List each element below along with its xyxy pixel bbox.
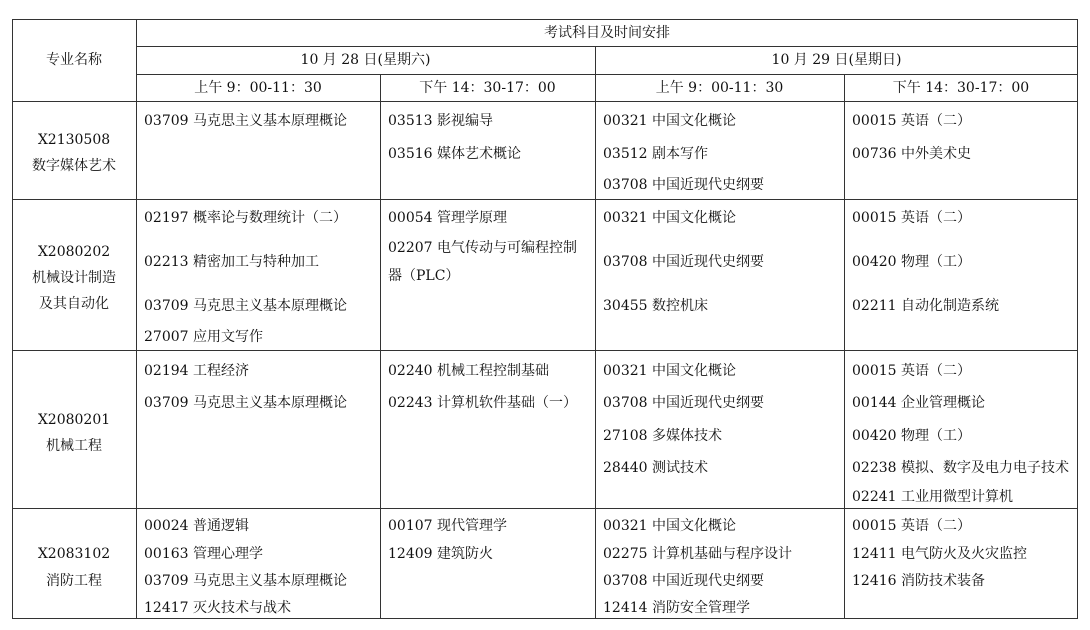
course-entry: 00420 物理（工） xyxy=(852,428,971,444)
course-entry: 02194 工程经济 xyxy=(144,363,249,379)
course-entry: 02211 自动化制造系统 xyxy=(852,298,999,314)
schedule-title: 考试科目及时间安排 xyxy=(544,25,670,41)
major-code: X2130508 xyxy=(37,132,111,148)
major-name: 消防工程 xyxy=(46,573,102,589)
rule xyxy=(380,74,381,619)
course-entry: 00736 中外美术史 xyxy=(852,146,971,162)
rule xyxy=(136,19,137,619)
course-entry: 器（PLC） xyxy=(388,268,460,284)
day1-header: 10 月 28 日(星期六) xyxy=(300,52,431,68)
day2-header: 10 月 29 日(星期日) xyxy=(771,52,902,68)
course-entry: 00144 企业管理概论 xyxy=(852,395,985,411)
course-entry: 00163 管理心理学 xyxy=(144,546,263,562)
rule xyxy=(12,199,1078,200)
course-entry: 02240 机械工程控制基础 xyxy=(388,363,549,379)
rule xyxy=(136,74,1078,75)
course-entry: 27108 多媒体技术 xyxy=(603,428,722,444)
major-name: 机械设计制造 xyxy=(32,270,116,286)
course-entry: 00321 中国文化概论 xyxy=(603,363,736,379)
course-entry: 02207 电气传动与可编程控制 xyxy=(388,240,577,256)
course-entry: 00054 管理学原理 xyxy=(388,210,507,226)
course-entry: 27007 应用文写作 xyxy=(144,329,263,345)
table-border-left xyxy=(12,19,13,619)
rule xyxy=(136,46,1078,47)
course-entry: 00420 物理（工） xyxy=(852,254,971,270)
course-entry: 12414 消防安全管理学 xyxy=(603,600,750,616)
rule xyxy=(12,101,1078,102)
course-entry: 28440 测试技术 xyxy=(603,460,708,476)
course-entry: 12416 消防技术装备 xyxy=(852,573,985,589)
course-entry: 03512 剧本写作 xyxy=(603,146,708,162)
course-entry: 03708 中国近现代史纲要 xyxy=(603,254,764,270)
major-code: X2080201 xyxy=(37,412,111,428)
major-code: X2080202 xyxy=(37,244,111,260)
course-entry: 00321 中国文化概论 xyxy=(603,518,736,534)
course-entry: 03708 中国近现代史纲要 xyxy=(603,177,764,193)
course-entry: 02243 计算机软件基础（一） xyxy=(388,395,577,411)
table-border-top xyxy=(12,19,1078,20)
major-name: 机械工程 xyxy=(46,438,102,454)
course-entry: 00015 英语（二） xyxy=(852,363,971,379)
course-entry: 00107 现代管理学 xyxy=(388,518,507,534)
major-name-header: 专业名称 xyxy=(46,52,102,68)
course-entry: 12411 电气防火及火灾监控 xyxy=(852,546,1027,562)
course-entry: 12409 建筑防火 xyxy=(388,546,493,562)
course-entry: 00015 英语（二） xyxy=(852,210,971,226)
course-entry: 03709 马克思主义基本原理概论 xyxy=(144,298,347,314)
course-entry: 30455 数控机床 xyxy=(603,298,708,314)
course-entry: 00024 普通逻辑 xyxy=(144,518,249,534)
course-entry: 00321 中国文化概论 xyxy=(603,210,736,226)
major-code: X2083102 xyxy=(37,546,111,562)
rule xyxy=(595,46,596,619)
rule xyxy=(844,74,845,619)
course-entry: 03516 媒体艺术概论 xyxy=(388,146,521,162)
course-entry: 02275 计算机基础与程序设计 xyxy=(603,546,792,562)
major-name: 及其自动化 xyxy=(39,296,109,312)
day2-afternoon-header: 下午 14：30-17：00 xyxy=(892,80,1030,96)
rule xyxy=(12,508,1078,509)
day2-morning-header: 上午 9：00-11：30 xyxy=(655,80,784,96)
rule xyxy=(12,350,1078,351)
course-entry: 02213 精密加工与特种加工 xyxy=(144,254,319,270)
course-entry: 12417 灭火技术与战术 xyxy=(144,600,291,616)
course-entry: 03513 影视编导 xyxy=(388,113,493,129)
course-entry: 00321 中国文化概论 xyxy=(603,113,736,129)
course-entry: 03709 马克思主义基本原理概论 xyxy=(144,395,347,411)
course-entry: 00015 英语（二） xyxy=(852,113,971,129)
course-entry: 02241 工业用微型计算机 xyxy=(852,489,1013,505)
table-border-right xyxy=(1077,19,1078,619)
course-entry: 00015 英语（二） xyxy=(852,518,971,534)
course-entry: 02238 模拟、数字及电力电子技术 xyxy=(852,460,1069,476)
day1-afternoon-header: 下午 14：30-17：00 xyxy=(419,80,556,96)
course-entry: 03708 中国近现代史纲要 xyxy=(603,573,764,589)
major-name: 数字媒体艺术 xyxy=(32,158,116,174)
course-entry: 02197 概率论与数理统计（二） xyxy=(144,210,347,226)
table-border-bottom xyxy=(12,618,1078,619)
day1-morning-header: 上午 9：00-11：30 xyxy=(194,80,322,96)
course-entry: 03708 中国近现代史纲要 xyxy=(603,395,764,411)
course-entry: 03709 马克思主义基本原理概论 xyxy=(144,113,347,129)
course-entry: 03709 马克思主义基本原理概论 xyxy=(144,573,347,589)
